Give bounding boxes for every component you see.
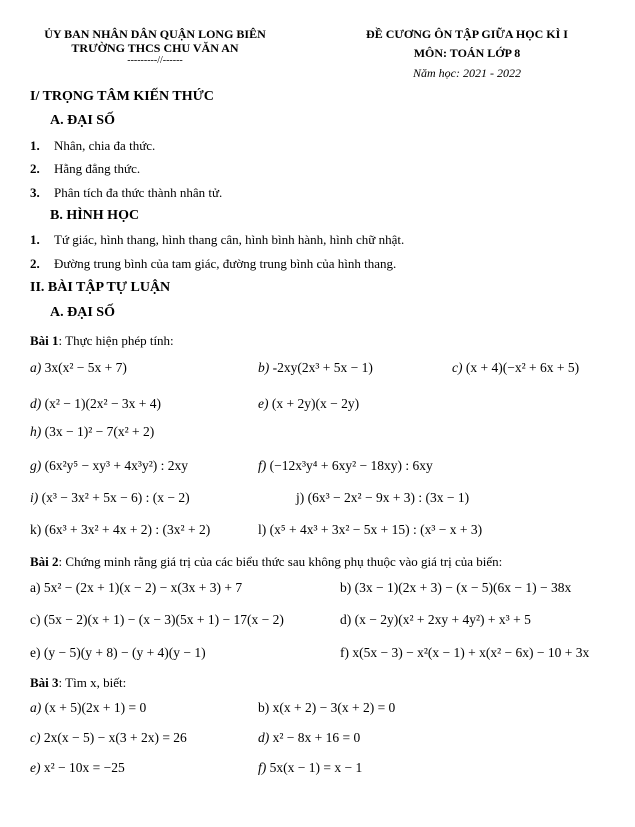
exercise-1e: e) (x + 2y)(x − 2y)	[258, 396, 360, 411]
exercise-1f: f) (−12x³y⁴ + 6xy² − 18xy) : 6xy	[258, 458, 433, 473]
exercise-1j: j) (6x³ − 2x² − 9x + 3) : (3x − 1)	[296, 490, 470, 505]
exercise-2b: b) (3x − 1)(2x + 3) − (x − 5)(6x − 1) − 38x	[340, 580, 572, 595]
school-year: Năm học: 2021 - 2022	[413, 66, 521, 80]
algebra-title: A. ĐẠI SỐ	[50, 113, 115, 128]
bai-3-heading: Bài 3: Tìm x, biết:	[30, 675, 127, 690]
exercise-1k: k) (6x³ + 3x² + 4x + 2) : (3x² + 2)	[30, 522, 211, 537]
exercise-2a: a) 5x² − (2x + 1)(x − 2) − x(3x + 3) + 7	[30, 580, 243, 595]
exercise-1c: c) (x + 4)(−x² + 6x + 5)	[452, 360, 580, 375]
exercise-2e: e) (y − 5)(y + 8) − (y + 4)(y − 1)	[30, 645, 206, 660]
school-name: TRƯỜNG THCS CHU VĂN AN	[71, 41, 239, 55]
exercise-2d: d) (x − 2y)(x² + 2xy + 4y²) + x³ + 5	[340, 612, 531, 627]
exercise-1a: a) 3x(x² − 5x + 7)	[30, 360, 127, 375]
exercise-1i: i) (x³ − 3x² + 5x − 6) : (x − 2)	[30, 490, 190, 505]
exercise-3c: c) 2x(x − 5) − x(3 + 2x) = 26	[30, 730, 187, 745]
subject-title: MÔN: TOÁN LỚP 8	[413, 46, 521, 60]
list-item: 2. Đường trung bình của tam giác, đường trung bình của hình thang.	[30, 256, 397, 271]
agency-name: ỦY BAN NHÂN DÂN QUẬN LONG BIÊN	[44, 27, 266, 41]
exercise-3e: e) x² − 10x = −25	[30, 760, 125, 775]
bai-2-heading: Bài 2: Chứng minh rằng giá trị của các biểu thức sau không phụ thuộc vào giá trị của biến:	[30, 554, 503, 569]
exercise-3b: b) x(x + 2) − 3(x + 2) = 0	[258, 700, 396, 715]
section-2-title: II. BÀI TẬP TỰ LUẬN	[30, 280, 171, 295]
exercise-2c: c) (5x − 2)(x + 1) − (x − 3)(5x + 1) − 17(x − 2)	[30, 612, 284, 627]
exercise-2f: f) x(5x − 3) − x²(x − 1) + x(x² − 6x) − 10 + 3x	[340, 645, 590, 660]
exercise-1b: b) -2xy(2x³ + 5x − 1)	[258, 360, 373, 375]
bai-1-heading: Bài 1: Thực hiện phép tính:	[30, 333, 174, 348]
exercise-3f: f) 5x(x − 1) = x − 1	[258, 760, 363, 775]
exercise-3d: d) x² − 8x + 16 = 0	[258, 730, 361, 745]
exercise-1l: l) (x⁵ + 4x³ + 3x² − 5x + 15) : (x³ − x + 3)	[258, 522, 483, 537]
document-title: ĐỀ CƯƠNG ÔN TẬP GIỮA HỌC KÌ I	[366, 27, 568, 41]
list-item: 1. Nhân, chia đa thức.	[30, 138, 156, 153]
list-item: 2. Hằng đẳng thức.	[30, 161, 141, 176]
section-1-title: I/ TRỌNG TÂM KIẾN THỨC	[30, 89, 214, 104]
exercise-1h: h) (3x − 1)² − 7(x² + 2)	[30, 424, 155, 439]
algebra-exercises-title: A. ĐẠI SỐ	[50, 305, 115, 320]
geometry-title: B. HÌNH HỌC	[50, 208, 140, 223]
list-item: 1. Tứ giác, hình thang, hình thang cân, hình bình hành, hình chữ nhật.	[30, 232, 405, 247]
exercise-1d: d) (x² − 1)(2x² − 3x + 4)	[30, 396, 162, 411]
header-divider: ---------//------	[127, 55, 183, 66]
exercise-1g: g) (6x²y⁵ − xy³ + 4x³y²) : 2xy	[30, 458, 188, 473]
list-item: 3. Phân tích đa thức thành nhân tử.	[30, 185, 223, 200]
exercise-3a: a) (x + 5)(2x + 1) = 0	[30, 700, 147, 715]
